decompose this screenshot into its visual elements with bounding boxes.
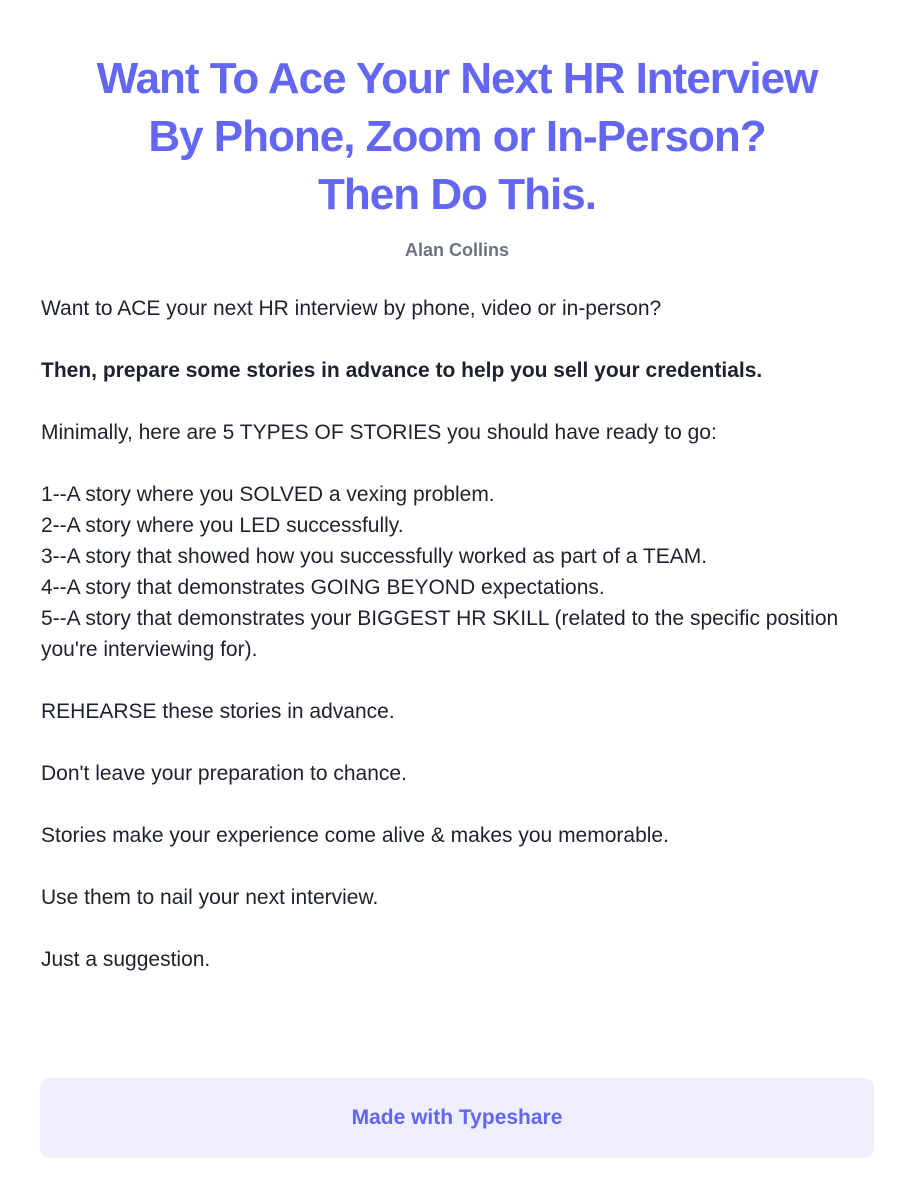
types-intro-paragraph: Minimally, here are 5 TYPES OF STORIES you should have ready to go: bbox=[41, 421, 717, 444]
stories-list bbox=[41, 479, 854, 665]
post-body bbox=[41, 293, 854, 1006]
post-title bbox=[20, 50, 894, 224]
list-item: 2--A story where you LED successfully. bbox=[41, 514, 404, 537]
list-item: 4--A story that demonstrates GOING BEYOND expectations. bbox=[41, 576, 605, 599]
title-line-3: Then Do This. bbox=[318, 170, 596, 219]
intro-paragraph: Want to ACE your next HR interview by phone, video or in-person? bbox=[41, 297, 662, 320]
author-name: Alan Collins bbox=[404, 240, 509, 260]
list-item: 3--A story that showed how you successfully worked as part of a TEAM. bbox=[41, 545, 708, 568]
use-them-paragraph: Use them to nail your next interview. bbox=[41, 886, 379, 909]
rehearse-paragraph: REHEARSE these stories in advance. bbox=[41, 700, 395, 723]
list-item: 1--A story where you SOLVED a vexing problem. bbox=[41, 483, 495, 506]
title-line-2: By Phone, Zoom or In-Person? bbox=[148, 112, 766, 161]
preparation-paragraph: Don't leave your preparation to chance. bbox=[41, 762, 407, 785]
list-item: 5--A story that demonstrates your BIGGEST HR SKILL (related to the specific position you're interviewing for). bbox=[41, 607, 839, 661]
bold-paragraph: Then, prepare some stories in advance to help you sell your credentials. bbox=[41, 359, 763, 382]
made-with-typeshare-button[interactable] bbox=[40, 1078, 874, 1158]
stories-alive-paragraph: Stories make your experience come alive & makes you memorable. bbox=[41, 824, 669, 847]
suggestion-paragraph: Just a suggestion. bbox=[41, 948, 211, 971]
title-line-1: Want To Ace Your Next HR Interview bbox=[96, 54, 818, 103]
footer-label: Made with Typeshare bbox=[351, 1106, 563, 1129]
